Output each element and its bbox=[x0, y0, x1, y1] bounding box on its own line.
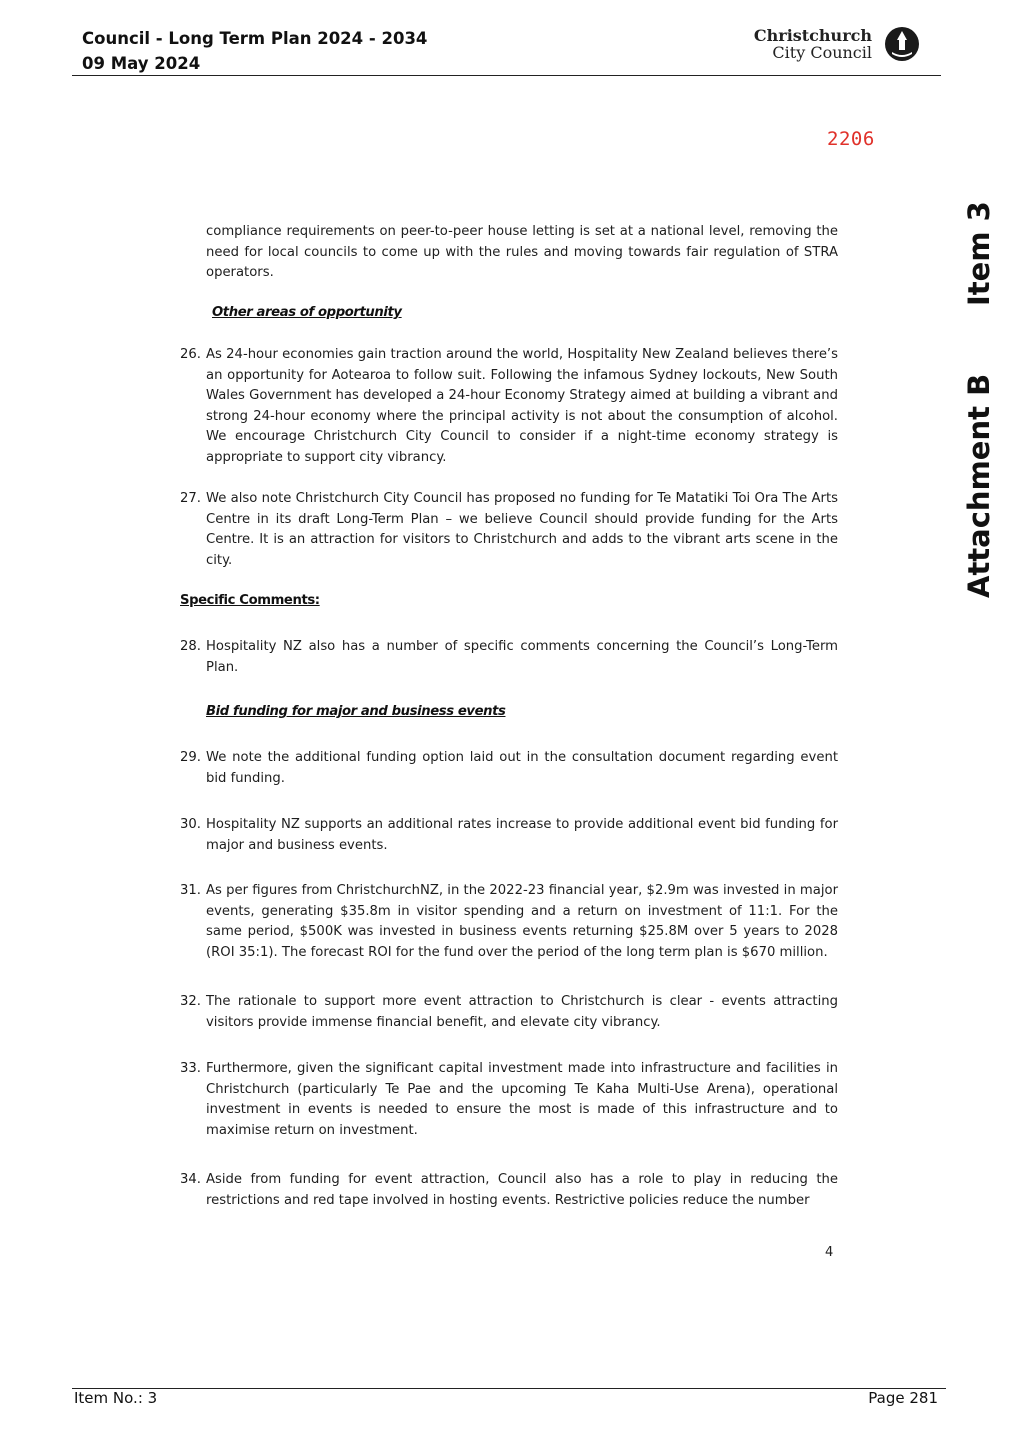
side-item-label: Item 3 bbox=[962, 201, 996, 306]
inner-page-number: 4 bbox=[825, 1245, 834, 1260]
paragraph-text: Hospitality NZ also has a number of specific comments concerning the Council’s Long-Term Plan. bbox=[206, 639, 838, 675]
footer-page-number: Page 281 bbox=[868, 1389, 938, 1407]
document-header bbox=[82, 26, 427, 76]
subheading-bid-funding: Bid funding for major and business events bbox=[206, 704, 506, 719]
footer-item-number: Item No.: 3 bbox=[74, 1389, 158, 1407]
paragraph-text: As 24-hour economies gain traction around the world, Hospitality New Zealand believes there’s an opportunity for Aotearoa to follow suit. Following the infamous Sydney lockouts, New South Wales Government has developed a 24-hour Economy Strategy aimed at building a vibrant and strong 24-hour economy where the principal activity is not about the consumption of alcohol. We encourage Christchurch City Council to consider if a night-time economy strategy is appropriate to support city vibrancy. bbox=[206, 347, 838, 465]
paragraph-30 bbox=[180, 815, 838, 856]
council-logo bbox=[744, 26, 924, 66]
lead-paragraph: compliance requirements on peer-to-peer house letting is set at a national level, removing the need for local councils to come up with the rules and moving towards fair regulation of STRA operators. bbox=[206, 224, 838, 281]
header-divider bbox=[72, 75, 941, 76]
paragraph-number: 34. bbox=[180, 1172, 201, 1187]
logo-text-line2: City Council bbox=[772, 43, 872, 62]
paragraph-text: Aside from funding for event attraction, Council also has a role to play in reducing the restrictions and red tape involved in hosting events. Restrictive policies reduce the number bbox=[206, 1172, 838, 1208]
side-attachment-label: Attachment B bbox=[962, 373, 996, 598]
paragraph-29 bbox=[180, 748, 838, 789]
paragraph-text: Furthermore, given the significant capital investment made into infrastructure and facilities in Christchurch (particularly Te Pae and the upcoming Te Kaha Multi-Use Arena), operational investment in events is needed to ensure the most is made of this infrastructure and to maximise return on investment. bbox=[206, 1061, 838, 1138]
paragraph-number: 29. bbox=[180, 750, 201, 765]
paragraph-number: 31. bbox=[180, 883, 201, 898]
paragraph-28 bbox=[180, 637, 838, 678]
paragraph-number: 26. bbox=[180, 347, 201, 362]
paragraph-number: 33. bbox=[180, 1061, 201, 1076]
paragraph-number: 27. bbox=[180, 491, 201, 506]
header-title: Council - Long Term Plan 2024 - 2034 bbox=[82, 29, 428, 48]
subheading-other-areas: Other areas of opportunity bbox=[212, 305, 402, 320]
paragraph-27 bbox=[180, 489, 838, 571]
paragraph-number: 32. bbox=[180, 994, 201, 1009]
paragraph-34 bbox=[180, 1170, 838, 1211]
paragraph-32 bbox=[180, 992, 838, 1033]
paragraph-text: We note the additional funding option laid out in the consultation document regarding event bid funding. bbox=[206, 750, 838, 786]
cathedral-logo-icon bbox=[884, 26, 920, 62]
paragraph-26 bbox=[180, 345, 838, 469]
submission-number: 2206 bbox=[827, 128, 875, 150]
footer-divider bbox=[72, 1388, 946, 1389]
header-date: 09 May 2024 bbox=[82, 54, 201, 73]
paragraph-number: 30. bbox=[180, 817, 201, 832]
logo-text-line1: Christchurch bbox=[753, 26, 872, 45]
paragraph-text: Hospitality NZ supports an additional rates increase to provide additional event bid funding for major and business events. bbox=[206, 817, 838, 853]
paragraph-text: The rationale to support more event attraction to Christchurch is clear - events attracting visitors provide immense financial benefit, and elevate city vibrancy. bbox=[206, 994, 838, 1030]
paragraph-number: 28. bbox=[180, 639, 201, 654]
heading-specific-comments: Specific Comments: bbox=[180, 593, 320, 608]
paragraph-text: We also note Christchurch City Council has proposed no funding for Te Matatiki Toi Ora The Arts Centre in its draft Long-Term Plan – we believe Council should provide funding for the Arts Centre. It is an attraction for visitors to Christchurch and adds to the vibrant arts scene in the city. bbox=[206, 491, 838, 568]
paragraph-31 bbox=[180, 881, 838, 963]
paragraph-text: As per figures from ChristchurchNZ, in the 2022-23 financial year, $2.9m was invested in major events, generating $35.8m in visitor spending and a return on investment of 11:1. For the same period, $500K was invested in business events returning $25.8M over 5 years to 2028 (ROI 35:1). The forecast ROI for the fund over the period of the long term plan is $670 million. bbox=[206, 883, 838, 960]
paragraph-33 bbox=[180, 1059, 838, 1141]
